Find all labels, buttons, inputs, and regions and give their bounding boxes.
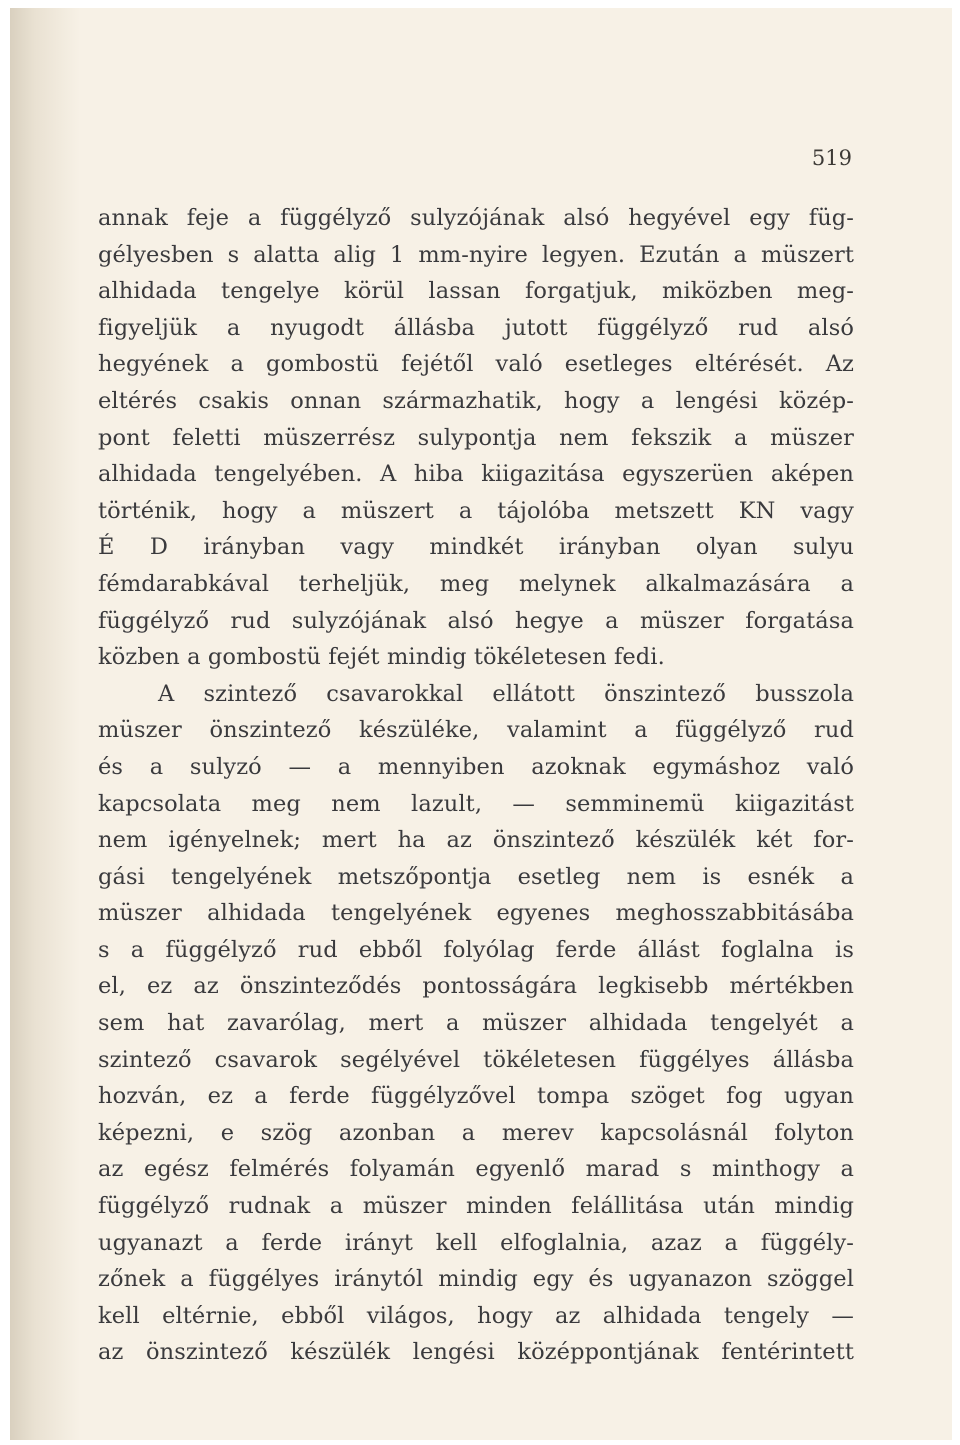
text-line: az egész felmérés folyamán egyenlő marad s minthogy a xyxy=(98,1156,854,1183)
text-line: zőnek a függélyes iránytól mindig egy és ugyanazon szöggel xyxy=(98,1266,854,1293)
text-line: figyeljük a nyugodt állásba jutott függélyző rud alsó xyxy=(98,314,854,341)
text-line: közben a gombostü fejét mindig tökéletesen fedi. xyxy=(98,644,665,671)
text-line: gélyesben s alatta alig 1 mm-nyire legyen. Ezután a müszert xyxy=(98,241,854,268)
text-line: A szintező csavarokkal ellátott önszintező busszola xyxy=(158,680,854,707)
text-line: nem igényelnek; mert ha az önszintező készülék két for- xyxy=(98,827,854,854)
text-line: az önszintező készülék lengési középpontjának fentérintett xyxy=(98,1339,854,1366)
text-line: pont feletti müszerrész sulypontja nem fekszik a müszer xyxy=(98,424,854,451)
text-line: függélyző rudnak a müszer minden felállitása után mindig xyxy=(98,1193,854,1220)
text-line: alhidada tengelye körül lassan forgatjuk, miközben meg- xyxy=(98,278,854,305)
text-line: É D irányban vagy mindkét irányban olyan sulyu xyxy=(98,534,854,561)
text-line: fémdarabkával terheljük, meg melynek alkalmazására a xyxy=(98,570,854,597)
text-line: függélyző rud sulyzójának alsó hegye a müszer forgatása xyxy=(98,607,854,634)
book-page xyxy=(10,8,952,1440)
text-line: el, ez az önszinteződés pontosságára legkisebb mértékben xyxy=(98,973,854,1000)
body-text xyxy=(98,200,854,1371)
text-line: történik, hogy a müszert a tájolóba metszett KN vagy xyxy=(98,497,854,524)
text-line: hegyének a gombostü fejétől való esetleges eltérését. Az xyxy=(98,351,854,378)
text-line: sem hat zavarólag, mert a müszer alhidada tengelyét a xyxy=(98,1010,854,1037)
text-line: szintező csavarok segélyével tökéletesen függélyes állásba xyxy=(98,1046,854,1073)
text-line: annak feje a függélyző sulyzójának alsó hegyével egy füg- xyxy=(98,205,854,231)
page-gutter-shadow xyxy=(10,8,80,1440)
text-line: és a sulyzó — a mennyiben azoknak egymáshoz való xyxy=(98,753,854,780)
text-line: müszer önszintező készüléke, valamint a függélyző rud xyxy=(98,717,854,744)
text-line: hozván, ez a ferde függélyzővel tompa szöget fog ugyan xyxy=(98,1083,854,1110)
text-line: ugyanazt a ferde irányt kell elfoglalnia, azaz a függély- xyxy=(98,1229,854,1256)
text-line: eltérés csakis onnan származhatik, hogy a lengési közép- xyxy=(98,387,854,414)
text-line: alhidada tengelyében. A hiba kiigazitása egyszerüen aképen xyxy=(98,461,854,488)
page-number: 519 xyxy=(811,146,852,170)
text-line: gási tengelyének metszőpontja esetleg nem is esnék a xyxy=(98,863,854,890)
text-line: kapcsolata meg nem lazult, — semminemü kiigazitást xyxy=(98,790,854,817)
text-line: müszer alhidada tengelyének egyenes meghosszabbitásába xyxy=(98,900,854,927)
text-line: képezni, e szög azonban a merev kapcsolásnál folyton xyxy=(98,1119,854,1146)
text-line: kell eltérnie, ebből világos, hogy az alhidada tengely — xyxy=(98,1302,854,1329)
text-line: s a függélyző rud ebből folyólag ferde állást foglalna is xyxy=(98,936,854,963)
